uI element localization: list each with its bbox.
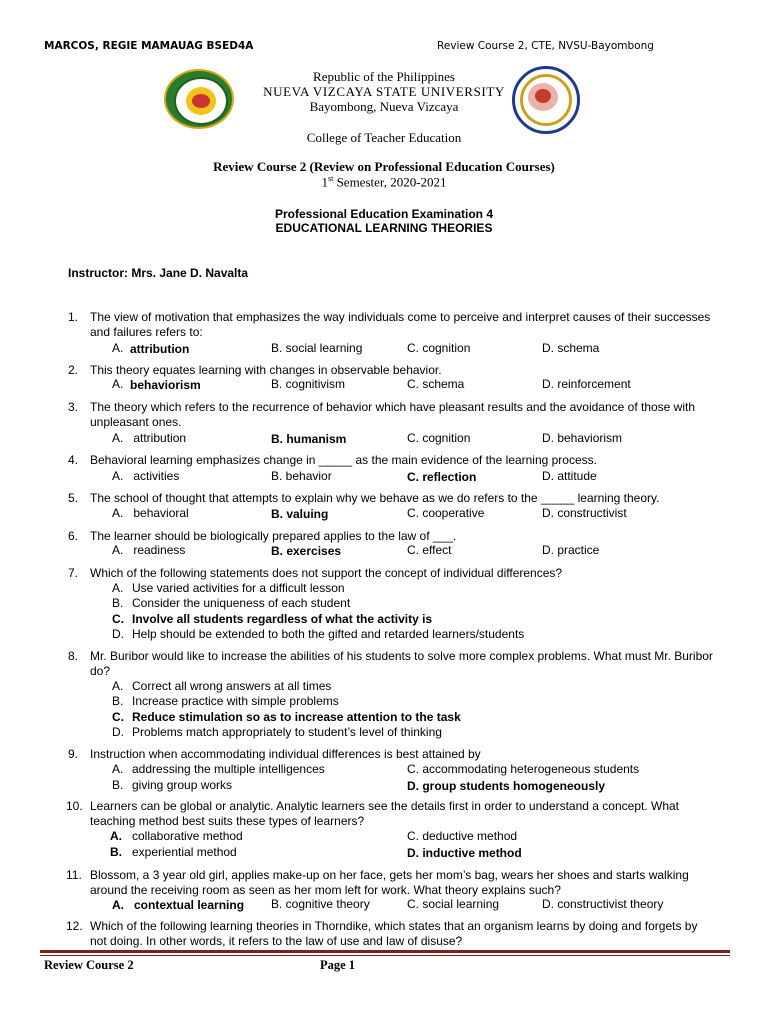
question-text: Instruction when accommodating individual differences is best attained by xyxy=(90,747,481,761)
course-title: Review Course 2 (Review on Professional Education Courses) xyxy=(213,159,555,174)
option-a: collaborative method xyxy=(132,829,243,843)
question-text: Which of the following learning theories in Thorndike, which states that an organism learns by doing and forgets by not doing. In other words, it refers to the law of use and law of disuse? xyxy=(90,919,698,948)
question-number: 4. xyxy=(68,453,79,467)
option-label: B. xyxy=(112,778,124,792)
question-number: 2. xyxy=(68,363,79,377)
topic-title: EDUCATIONAL LEARNING THEORIES xyxy=(275,221,493,235)
option-c: C. deductive method xyxy=(407,829,518,843)
option-c: C. cognition xyxy=(407,341,471,355)
option-label: A. xyxy=(112,679,124,693)
footer-course: Review Course 2 xyxy=(44,958,134,972)
question-text: The school of thought that attempts to explain why we behave as we do refers to the _____ learning theory. xyxy=(90,491,660,505)
option-d: D. inductive method xyxy=(407,846,522,860)
option-d: D. schema xyxy=(542,341,600,355)
question-text: The learner should be biologically prepared applies to the law of ___. xyxy=(90,529,457,543)
option-d: D. reinforcement xyxy=(542,377,631,391)
option-b: B. humanism xyxy=(271,432,347,446)
question-text: The view of motivation that emphasizes the way individuals come to perceive and interpret causes of their successes and failures refers to: xyxy=(90,310,711,339)
option-a: addressing the multiple intelligences xyxy=(132,762,325,776)
question-text: The theory which refers to the recurrence of behavior which have pleasant results and the avoidance of those with unpleasant ones. xyxy=(90,400,696,429)
question-number: 1. xyxy=(68,310,79,324)
option-d: D. constructivist theory xyxy=(542,897,664,911)
instructor-line: Instructor: Mrs. Jane D. Navalta xyxy=(68,266,249,280)
option-label: C. xyxy=(112,710,124,724)
option-a: behaviorism xyxy=(130,378,201,392)
footer-rule xyxy=(40,950,730,953)
option-label: B. xyxy=(112,694,124,708)
option-c: Involve all students regardless of what the activity is xyxy=(132,612,433,626)
question-text: This theory equates learning with changes in observable behavior. xyxy=(90,363,442,377)
option-label: A. xyxy=(110,829,122,843)
option-label: A. xyxy=(112,762,124,776)
question-number: 10. xyxy=(66,799,83,813)
option-d: D. behaviorism xyxy=(542,431,623,445)
option-a: A. activities xyxy=(112,469,180,483)
option-b: B. cognitive theory xyxy=(271,897,370,911)
option-b: experiential method xyxy=(132,845,237,859)
option-c: Reduce stimulation so as to increase attention to the task xyxy=(132,710,461,724)
option-c: C. cooperative xyxy=(407,506,485,520)
semester-line: 1st Semester, 2020-2021 xyxy=(321,174,447,190)
option-label: A. xyxy=(112,377,124,391)
option-d: D. practice xyxy=(542,543,600,557)
republic-line: Republic of the Philippines xyxy=(313,69,455,84)
question-number: 8. xyxy=(68,649,79,663)
option-d: D. group students homogeneously xyxy=(407,779,606,793)
option-label: D. xyxy=(112,725,124,739)
question-number: 6. xyxy=(68,529,79,543)
question-number: 9. xyxy=(68,747,79,761)
question-text: Behavioral learning emphasizes change in _____ as the main evidence of the learning process. xyxy=(90,453,597,467)
option-b: B. valuing xyxy=(271,507,329,521)
question-number: 5. xyxy=(68,491,79,505)
option-b: Consider the uniqueness of each student xyxy=(132,596,351,610)
page-number: Page 1 xyxy=(320,958,356,972)
exam-title: Professional Education Examination 4 xyxy=(274,207,494,221)
footer-rule-thin xyxy=(40,955,730,956)
option-label: C. xyxy=(112,612,124,626)
option-b: B. exercises xyxy=(271,544,342,558)
option-c: C. cognition xyxy=(407,431,471,445)
option-a: Correct all wrong answers at all times xyxy=(132,679,332,693)
option-c: C. schema xyxy=(407,377,465,391)
option-c: C. reflection xyxy=(407,470,477,484)
option-b: Increase practice with simple problems xyxy=(132,694,339,708)
question-text: Blossom, a 3 year old girl, applies make-up on her face, gets her mom’s bag, wears her shoes and starts walking around the receiving room as seen as her mom left for work. What theory explains such? xyxy=(90,868,689,897)
university-address: Bayombong, Nueva Vizcaya xyxy=(309,99,459,114)
question-number: 12. xyxy=(66,919,83,933)
option-b: B. behavior xyxy=(271,469,332,483)
option-label: A. xyxy=(112,581,124,595)
option-label: B. xyxy=(110,845,122,859)
question-number: 3. xyxy=(68,400,79,414)
option-label: B. xyxy=(112,596,124,610)
option-a: A. behavioral xyxy=(112,506,189,520)
question-number: 7. xyxy=(68,566,79,580)
option-a: attribution xyxy=(130,342,190,356)
course-header: Review Course 2, CTE, NVSU-Bayombong xyxy=(437,40,654,52)
student-header: MARCOS, REGIE MAMAUAG BSED4A xyxy=(44,40,254,52)
option-d: Problems match appropriately to student’s level of thinking xyxy=(132,725,442,739)
question-text: Mr. Buribor would like to increase the abilities of his students to solve more complex problems. What must Mr. Buribor do? xyxy=(90,649,713,678)
option-c: C. social learning xyxy=(407,897,500,911)
option-d: Help should be extended to both the gifted and retarded learners/students xyxy=(132,627,525,641)
option-label: A. xyxy=(112,341,124,355)
question-number: 11. xyxy=(66,868,82,882)
option-a: Use varied activities for a difficult lesson xyxy=(132,581,345,595)
option-a: A. attribution xyxy=(112,431,187,445)
option-d: D. constructivist xyxy=(542,506,627,520)
option-label: D. xyxy=(112,627,124,641)
option-b: B. social learning xyxy=(271,341,363,355)
option-d: D. attitude xyxy=(542,469,597,483)
university-name: NUEVA VIZCAYA STATE UNIVERSITY xyxy=(263,84,505,99)
question-text: Which of the following statements does not support the concept of individual differences? xyxy=(90,566,563,580)
option-b: giving group works xyxy=(132,778,233,792)
option-a: A. contextual learning xyxy=(112,898,245,912)
option-a: A. readiness xyxy=(112,543,186,557)
question-text: Learners can be global or analytic. Analytic learners see the details first in order to understand a concept. What teaching method best suits these types of learners? xyxy=(90,799,679,828)
option-b: B. cognitivism xyxy=(271,377,346,391)
option-c: C. effect xyxy=(407,543,452,557)
college-name: College of Teacher Education xyxy=(306,130,462,145)
option-c: C. accommodating heterogeneous students xyxy=(407,762,640,776)
